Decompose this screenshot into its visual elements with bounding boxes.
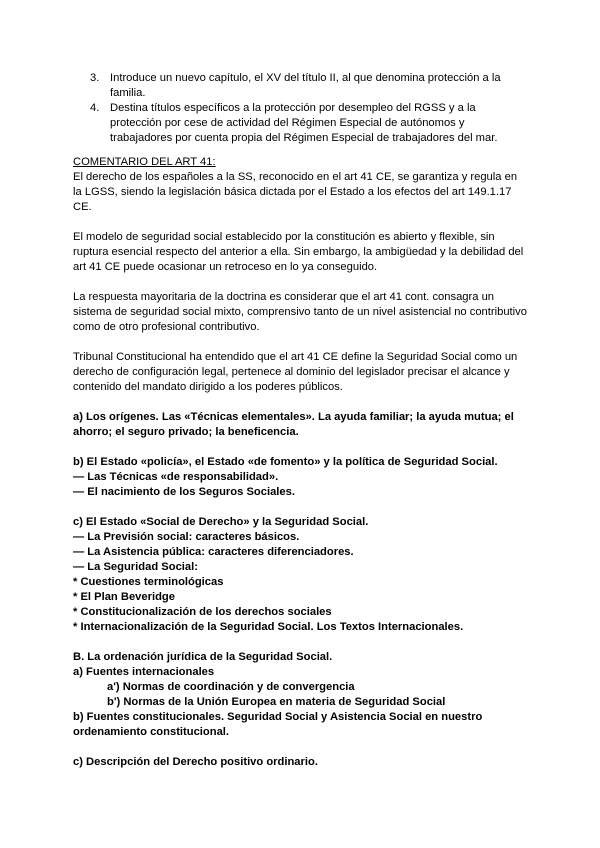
list-number: 3. bbox=[90, 72, 100, 84]
document-body bbox=[73, 71, 528, 770]
outline-item: * El Plan Beveridge bbox=[73, 591, 175, 603]
outline-item: — Las Técnicas «de responsabilidad». bbox=[73, 471, 279, 483]
paragraph: Tribunal Constitucional ha entendido que el art 41 CE define la Seguridad Social como un derecho de configuración legal, pertenece al dominio del legislador precisar el alcance y contenido del mandato dirigido a los poderes públicos. bbox=[73, 351, 518, 393]
list-item bbox=[73, 101, 528, 146]
outline-item: — La Previsión social: caracteres básicos. bbox=[73, 531, 300, 543]
paragraph: El modelo de seguridad social establecido por la constitución es abierto y flexible, sin ruptura esencial respecto del anterior a ella. Sin embargo, la ambigüedad y la debilidad del art 41 CE puede ocasionar un retroceso en lo ya conseguido. bbox=[73, 231, 524, 273]
outline-item: — El nacimiento de los Seguros Sociales. bbox=[73, 486, 295, 498]
outline-item: * Cuestiones terminológicas bbox=[73, 576, 224, 588]
paragraph: La respuesta mayoritaria de la doctrina es considerar que el art 41 cont. consagra un sistema de seguridad social mixto, comprensivo tanto de un nivel asistencial no contributivo como de otro profesional contributivo. bbox=[73, 291, 527, 333]
outline-item: — La Seguridad Social: bbox=[73, 561, 198, 573]
comment-heading: COMENTARIO DEL ART 41: bbox=[73, 156, 216, 168]
outline-item: * Internacionalización de la Seguridad Social. Los Textos Internacionales. bbox=[73, 621, 464, 633]
list-item bbox=[73, 71, 528, 101]
list-text: Introduce un nuevo capítulo, el XV del título II, al que denomina protección a la familia. bbox=[110, 72, 501, 99]
list-text: Destina títulos específicos a la protección por desempleo del RGSS y a la protección por cese de actividad del Régimen Especial de autónomos y trabajadores por cuenta propia del Régimen Especial de trabajadores del mar. bbox=[110, 102, 498, 144]
paragraph: El derecho de los españoles a la SS, reconocido en el art 41 CE, se garantiza y regula en la LGSS, siendo la legislación básica dictada por el Estado a los efectos del art 149.1.17 CE. bbox=[73, 171, 518, 213]
outline-section-B: B. La ordenación jurídica de la Seguridad Social. bbox=[73, 651, 333, 663]
outline-item: — La Asistencia pública: caracteres diferenciadores. bbox=[73, 546, 354, 558]
outline-item: b') Normas de la Unión Europea en materia de Seguridad Social bbox=[107, 696, 446, 708]
outline-item: a') Normas de coordinación y de convergencia bbox=[107, 681, 355, 693]
outline-item: * Constitucionalización de los derechos sociales bbox=[73, 606, 332, 618]
outline-subsection: c) Descripción del Derecho positivo ordinario. bbox=[73, 756, 318, 768]
list-number: 4. bbox=[90, 102, 100, 114]
outline-section-c: c) El Estado «Social de Derecho» y la Seguridad Social. bbox=[73, 516, 369, 528]
outline-subsection: b) Fuentes constitucionales. Seguridad Social y Asistencia Social en nuestro ordenamiento constitucional. bbox=[73, 711, 483, 738]
outline-section-a: a) Los orígenes. Las «Técnicas elementales». La ayuda familiar; la ayuda mutua; el ahorro; el seguro privado; la beneficencia. bbox=[73, 411, 514, 438]
outline-section-b: b) El Estado «policía», el Estado «de fomento» y la política de Seguridad Social. bbox=[73, 456, 498, 468]
outline-subsection: a) Fuentes internacionales bbox=[73, 666, 215, 678]
